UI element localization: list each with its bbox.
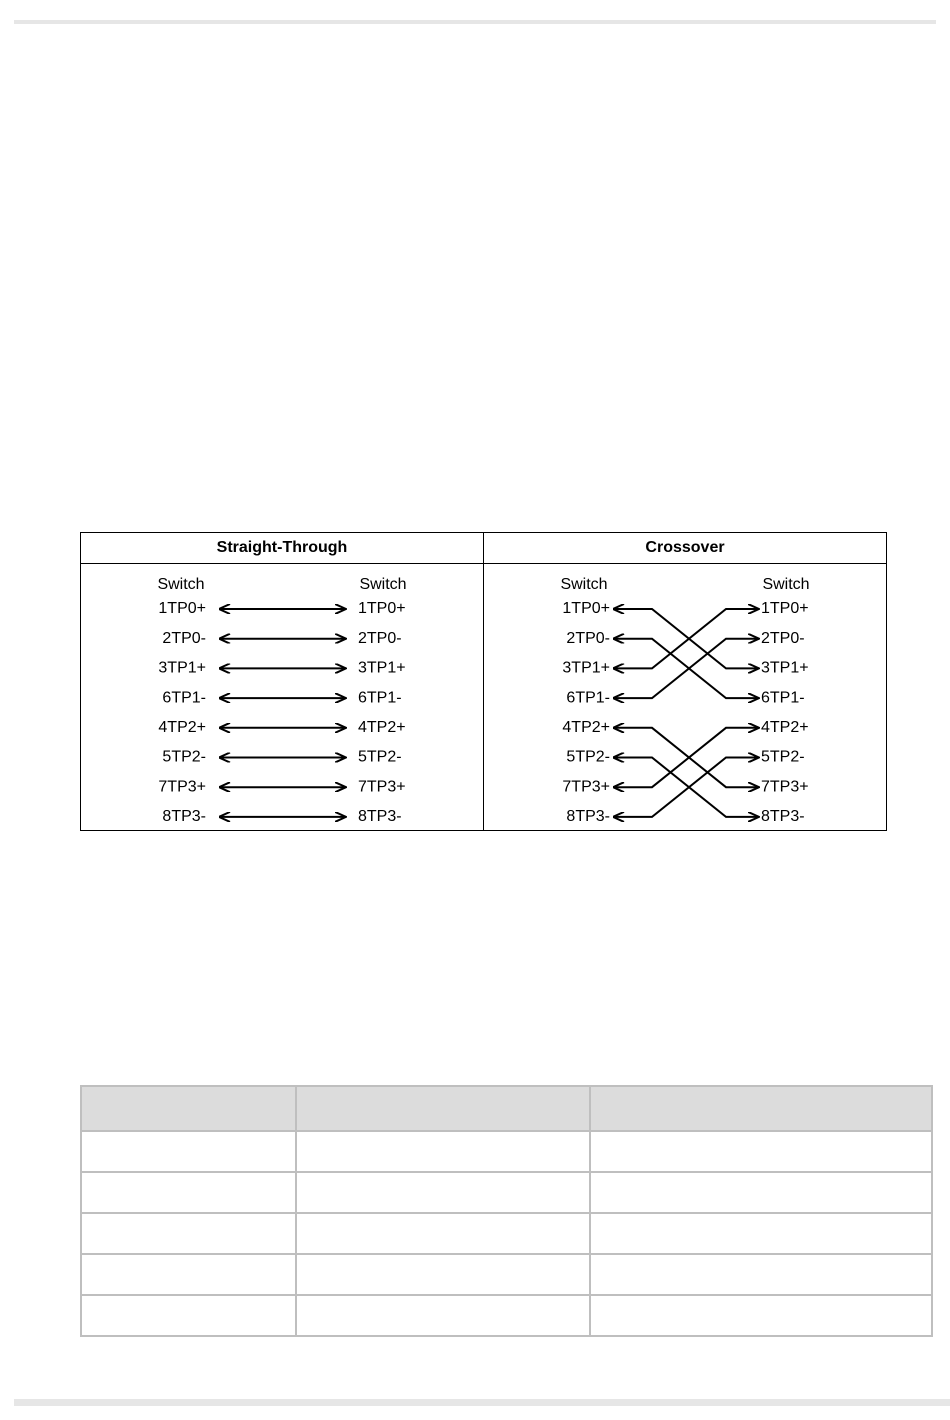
table-cell (590, 1295, 932, 1336)
switch-label-right: Switch (762, 576, 810, 594)
data-table (80, 1085, 933, 1337)
straight-through-title: Straight-Through (216, 539, 348, 556)
switch-label-left: Switch (157, 576, 205, 594)
column-header (81, 1086, 296, 1131)
pin-label-right: 8TP3- (761, 808, 805, 826)
pin-label-left: 3TP1+ (158, 659, 206, 677)
pin-label-left: 5TP2- (566, 748, 610, 766)
top-divider (14, 20, 936, 24)
pin-label-right: 3TP1+ (761, 659, 809, 677)
table-header-row (81, 1086, 932, 1131)
pin-label-right: 2TP0- (358, 629, 402, 647)
table-row (81, 1131, 932, 1172)
pin-label-left: 3TP1+ (562, 659, 610, 677)
pin-label-right: 8TP3- (358, 808, 402, 826)
column-header (590, 1086, 932, 1131)
switch-label-left: Switch (560, 576, 608, 594)
table-cell (590, 1213, 932, 1254)
table-row (81, 1172, 932, 1213)
bottom-divider (14, 1399, 950, 1406)
table-cell (590, 1254, 932, 1295)
table-cell (81, 1172, 296, 1213)
table-cell (296, 1254, 590, 1295)
wiring-lines (81, 533, 888, 832)
table-cell (296, 1295, 590, 1336)
pin-label-right: 5TP2- (358, 748, 402, 766)
pin-label-left: 6TP1- (566, 689, 610, 707)
table-cell (296, 1172, 590, 1213)
pin-label-left: 8TP3- (566, 808, 610, 826)
pin-label-left: 7TP3+ (562, 778, 610, 796)
table-cell (296, 1131, 590, 1172)
pin-label-left: 4TP2+ (562, 719, 610, 737)
pin-label-left: 6TP1- (162, 689, 206, 707)
table-cell (81, 1295, 296, 1336)
table-row (81, 1213, 932, 1254)
table-cell (590, 1172, 932, 1213)
pin-label-right: 4TP2+ (761, 719, 809, 737)
wiring-diagram (80, 532, 887, 831)
pin-label-left: 2TP0- (566, 629, 610, 647)
pin-label-left: 2TP0- (162, 629, 206, 647)
pin-label-right: 7TP3+ (358, 778, 406, 796)
pin-label-right: 4TP2+ (358, 719, 406, 737)
column-header (296, 1086, 590, 1131)
switch-label-right: Switch (359, 576, 407, 594)
pin-label-left: 1TP0+ (562, 600, 610, 618)
pin-label-left: 5TP2- (162, 748, 206, 766)
pin-label-right: 1TP0+ (358, 600, 406, 618)
table-cell (81, 1213, 296, 1254)
table-row (81, 1295, 932, 1336)
pin-label-right: 1TP0+ (761, 600, 809, 618)
table-row (81, 1254, 932, 1295)
pin-label-right: 2TP0- (761, 629, 805, 647)
table-cell (296, 1213, 590, 1254)
table-cell (81, 1131, 296, 1172)
pin-label-right: 6TP1- (358, 689, 402, 707)
pin-label-left: 7TP3+ (158, 778, 206, 796)
table-cell (81, 1254, 296, 1295)
pin-label-left: 4TP2+ (158, 719, 206, 737)
crossover-title: Crossover (645, 539, 725, 556)
pin-label-right: 7TP3+ (761, 778, 809, 796)
pin-label-left: 8TP3- (162, 808, 206, 826)
pin-label-right: 5TP2- (761, 748, 805, 766)
pin-label-right: 6TP1- (761, 689, 805, 707)
table-cell (590, 1131, 932, 1172)
pin-label-left: 1TP0+ (158, 600, 206, 618)
pin-label-right: 3TP1+ (358, 659, 406, 677)
